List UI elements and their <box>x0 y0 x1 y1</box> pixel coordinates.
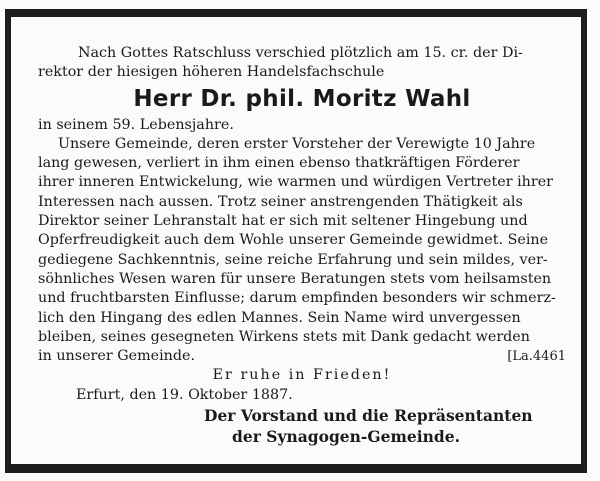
body-line: Direktor seiner Lehranstalt hat er sich mit seltener Hingebung und <box>38 213 528 230</box>
last-body-row <box>38 347 566 366</box>
age-line: in seinem 59. Lebensjahre. <box>38 116 234 133</box>
body-line: lich den Hingang des edlen Mannes. Sein Name wird unvergessen <box>38 309 521 326</box>
blessing-line: Er ruhe in Frieden! <box>212 367 392 384</box>
body-line: ihrer inneren Entwickelung, wie warmen und würdigen Vertreter ihrer <box>38 174 554 191</box>
last-body-line: in unserer Gemeinde. <box>38 348 196 365</box>
body-line: söhnliches Wesen waren für unsere Beratungen stets vom heilsamsten <box>38 270 552 287</box>
body-line: Opferfreudigkeit auch dem Wohle unserer Gemeinde gewidmet. Seine <box>38 232 549 249</box>
body-line: Unsere Gemeinde, deren erster Vorsteher der Verewigte 10 Jahre <box>58 135 536 152</box>
intro-line-2: rektor der hiesigen höheren Handelsfachschule <box>38 64 385 81</box>
deceased-name-heading: Herr Dr. phil. Moritz Wahl <box>133 85 471 112</box>
place-date-line: Erfurt, den 19. Oktober 1887. <box>76 386 293 403</box>
intro-text-1: Nach Gottes Ratschluss verschied plötzlich am 15. cr. der Di- <box>78 45 523 61</box>
body-line: Interessen nach aussen. Trotz seiner anstrengenden Thätigkeit als <box>38 193 523 210</box>
reference-code: [La.4461 <box>507 349 566 365</box>
body-line: bleiben, seines gesegneten Wirkens stets mit Dank gedacht werden <box>38 328 530 345</box>
body-line: lang gewesen, verliert in ihm einen ebenso thatkräftigen Förderer <box>38 155 520 172</box>
body-line: und fruchtbarsten Einflusse; darum empfinden besonders wir schmerz- <box>38 290 556 307</box>
obituary-notice <box>38 44 566 447</box>
signature-line-1: Der Vorstand und die Repräsentanten <box>204 406 533 426</box>
body-line: gediegene Sachkenntnis, seine reiche Erfahrung und sein mildes, ver- <box>38 251 548 268</box>
intro-line-1 <box>38 44 566 63</box>
signature-line-2: der Synagogen-Gemeinde. <box>232 427 460 447</box>
